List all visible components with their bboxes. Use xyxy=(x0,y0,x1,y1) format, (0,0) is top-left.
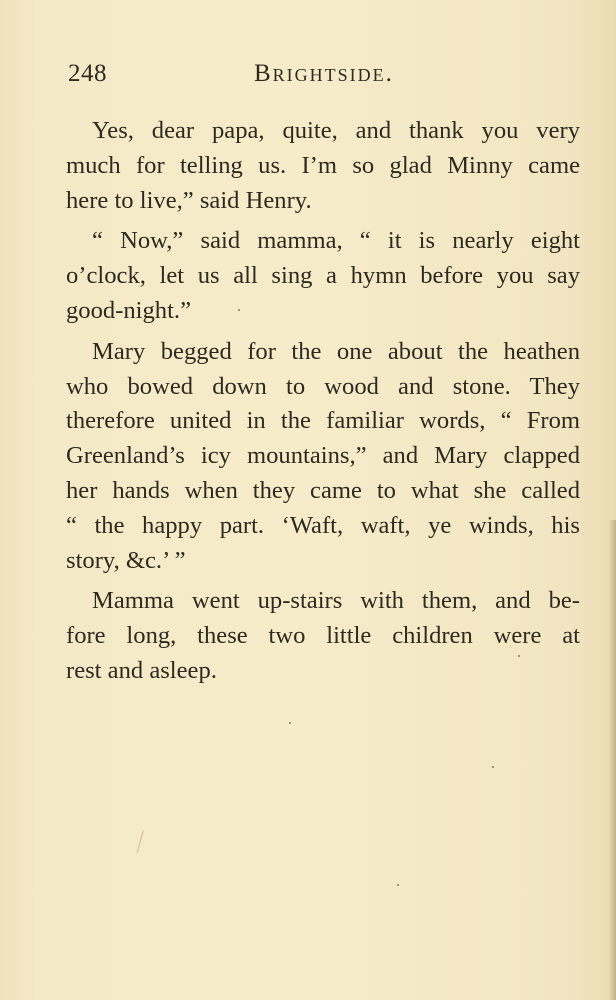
text-line: much for telling us. I’m so glad Minny came xyxy=(66,151,580,179)
text-line: “ Now,” said mamma, “ it is nearly eight xyxy=(92,227,580,255)
text-line: story, &c.’ ” xyxy=(66,546,186,574)
paper-speck xyxy=(492,766,494,768)
page-number: 248 xyxy=(68,60,107,87)
text-line: good-night.” xyxy=(66,296,191,324)
text-line: Greenland’s icy mountains,” and Mary clapped xyxy=(66,442,580,470)
paragraph xyxy=(66,584,580,688)
paragraph xyxy=(66,114,580,218)
text-line: Yes, dear papa, quite, and thank you very xyxy=(92,117,580,144)
text-line: fore long, these two little children were at xyxy=(66,622,580,650)
page-edge-shadow xyxy=(608,520,616,1000)
text-line: o’clock, let us all sing a hymn before you say xyxy=(66,262,580,290)
text-line: Mary begged for the one about the heathen xyxy=(92,337,580,365)
page-header xyxy=(68,60,588,100)
paragraph xyxy=(66,224,580,328)
text-line: her hands when they came to what she called xyxy=(66,476,580,504)
text-line: Mamma went up-stairs with them, and be- xyxy=(92,587,580,615)
text-line: who bowed down to wood and stone. They xyxy=(66,372,580,400)
paper-speck xyxy=(289,722,291,724)
paper-smudge: ⟋ xyxy=(127,827,154,859)
paper-speck xyxy=(397,884,399,886)
paper-speck xyxy=(518,655,520,657)
text-line: rest and asleep. xyxy=(66,656,217,684)
body-text xyxy=(66,114,580,689)
text-line: therefore united in the familiar words, “ From xyxy=(66,407,580,435)
text-line: “ the happy part. ‘Waft, waft, ye winds, his xyxy=(66,511,580,539)
running-head: Brightside. xyxy=(254,60,394,87)
paragraph xyxy=(66,335,580,579)
text-line: here to live,” said Henry. xyxy=(66,186,312,214)
paper-speck xyxy=(238,309,240,311)
